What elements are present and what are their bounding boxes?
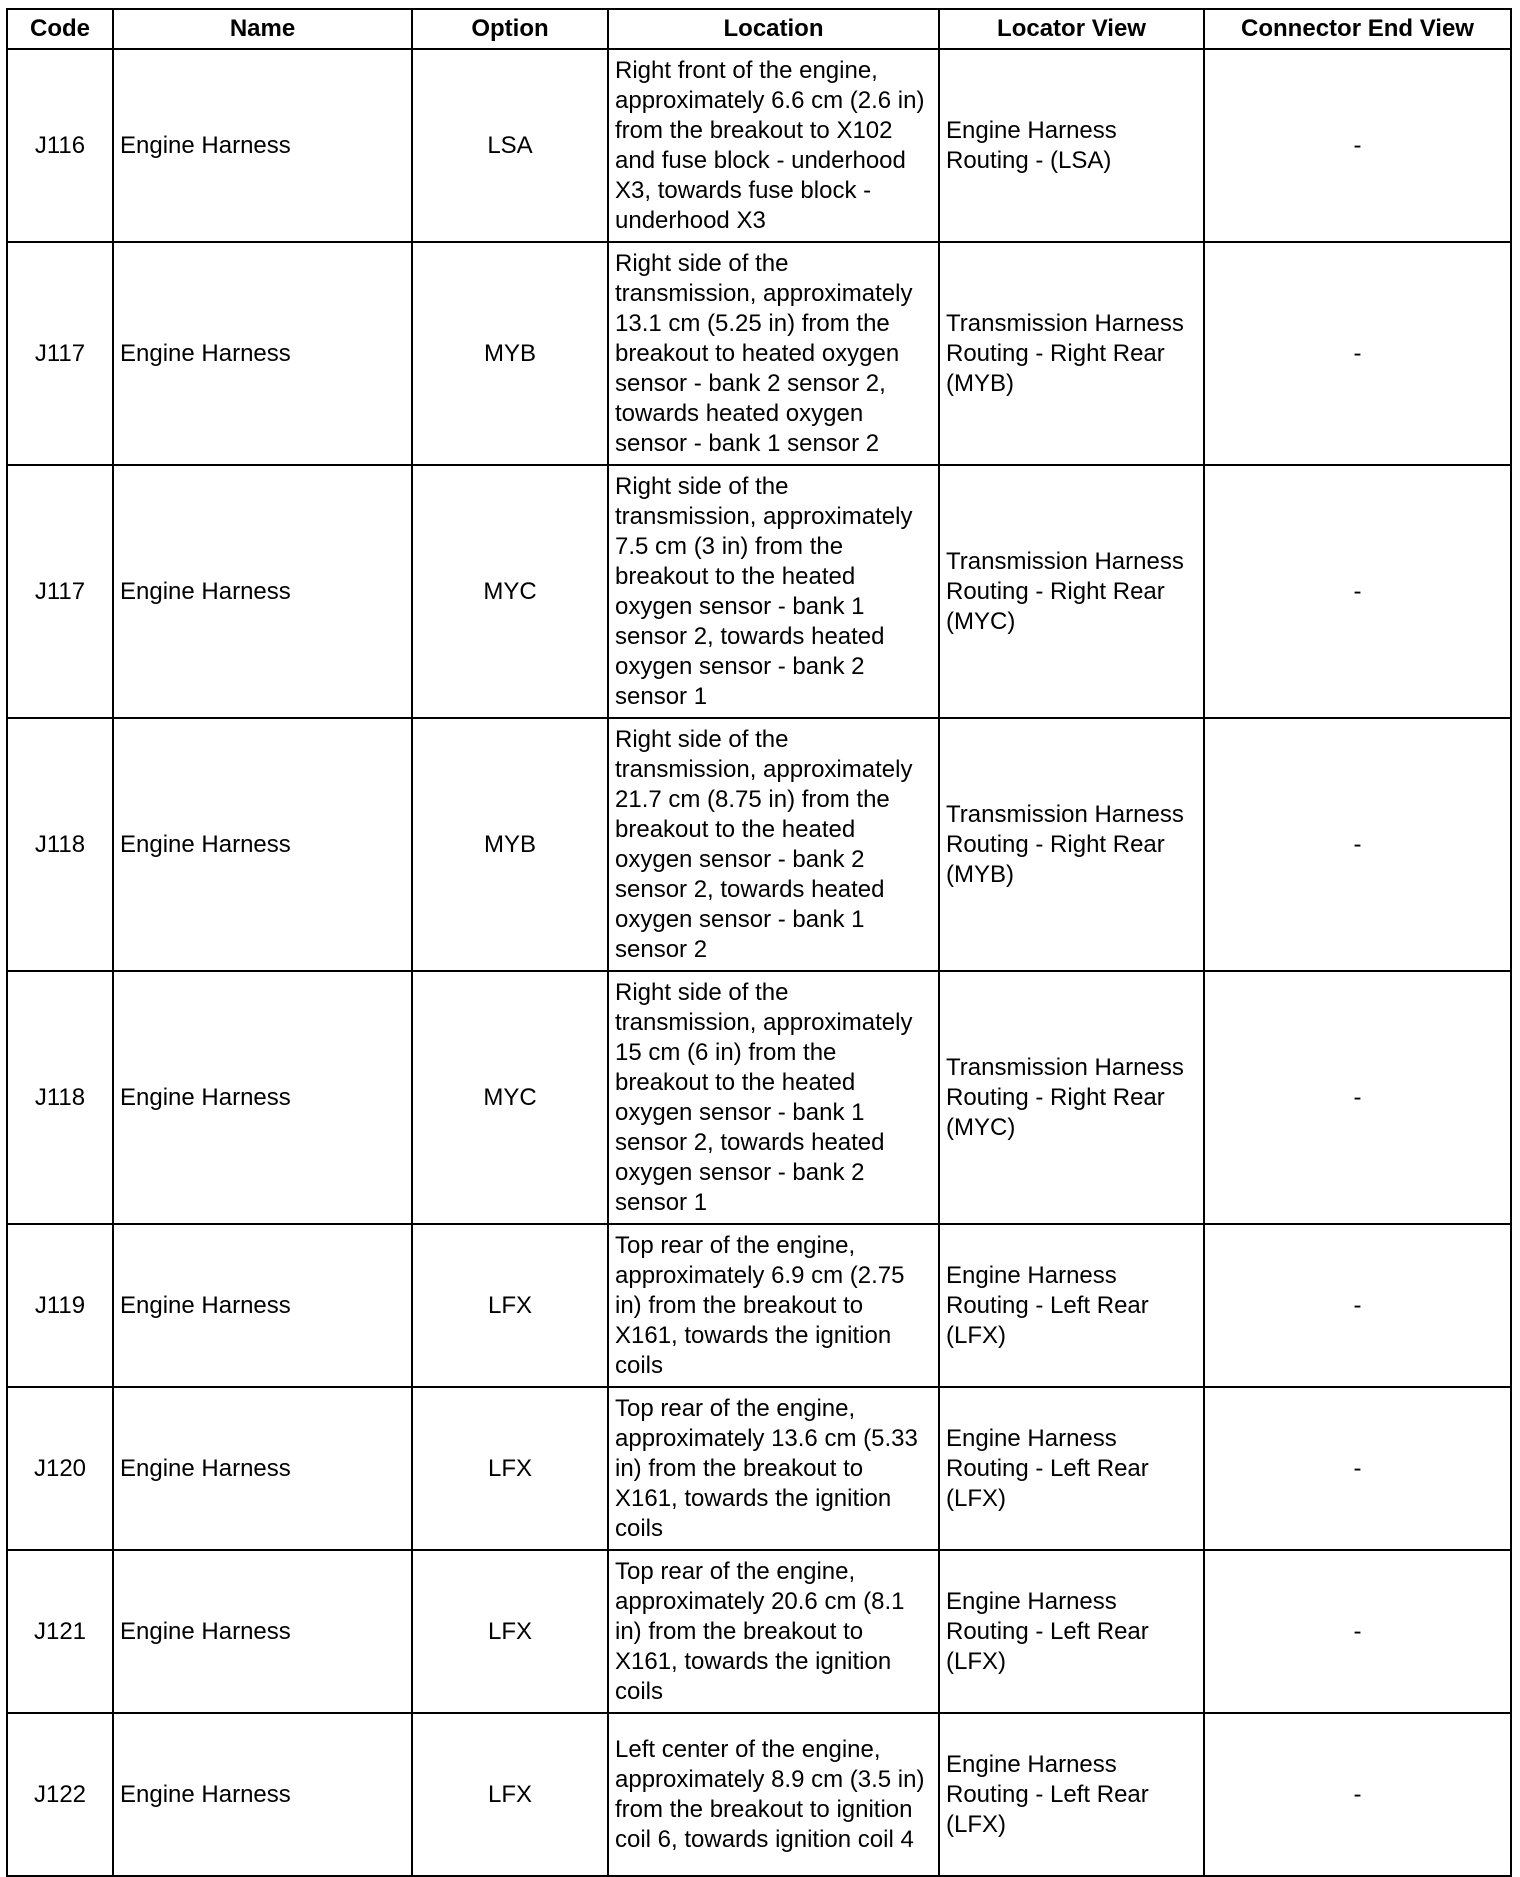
header-location: Location (608, 9, 939, 49)
cell-option: LSA (412, 49, 608, 242)
cell-locator-view: Engine Harness Routing - (LSA) (939, 49, 1204, 242)
cell-name: Engine Harness (113, 465, 412, 718)
cell-locator-view: Engine Harness Routing - Left Rear (LFX) (939, 1550, 1204, 1713)
cell-name: Engine Harness (113, 1550, 412, 1713)
cell-location: Top rear of the engine, approximately 6.9 cm (2.75 in) from the breakout to X161, towards the ignition coils (608, 1224, 939, 1387)
cell-option: LFX (412, 1713, 608, 1876)
table-row (7, 465, 1511, 718)
cell-locator-view: Engine Harness Routing - Left Rear (LFX) (939, 1713, 1204, 1876)
cell-code: J121 (7, 1550, 113, 1713)
connector-table-sheet (6, 8, 1510, 1877)
table-row (7, 1713, 1511, 1876)
cell-connector-end-view: - (1204, 1224, 1511, 1387)
cell-code: J122 (7, 1713, 113, 1876)
cell-location: Left center of the engine, approximately 8.9 cm (3.5 in) from the breakout to ignition coil 6, towards ignition coil 4 (608, 1713, 939, 1876)
cell-connector-end-view: - (1204, 1550, 1511, 1713)
cell-name: Engine Harness (113, 718, 412, 971)
header-code: Code (7, 9, 113, 49)
table-row (7, 1224, 1511, 1387)
table-row (7, 1387, 1511, 1550)
table-row (7, 718, 1511, 971)
cell-connector-end-view: - (1204, 971, 1511, 1224)
cell-location: Top rear of the engine, approximately 13.6 cm (5.33 in) from the breakout to X161, towards the ignition coils (608, 1387, 939, 1550)
header-name: Name (113, 9, 412, 49)
cell-connector-end-view: - (1204, 49, 1511, 242)
cell-code: J116 (7, 49, 113, 242)
cell-option: MYC (412, 971, 608, 1224)
cell-location: Right side of the transmission, approximately 13.1 cm (5.25 in) from the breakout to heated oxygen sensor - bank 2 sensor 2, towards heated oxygen sensor - bank 1 sensor 2 (608, 242, 939, 465)
cell-location: Right side of the transmission, approximately 15 cm (6 in) from the breakout to the heated oxygen sensor - bank 1 sensor 2, towards heated oxygen sensor - bank 2 sensor 1 (608, 971, 939, 1224)
header-connector-end-view: Connector End View (1204, 9, 1511, 49)
cell-connector-end-view: - (1204, 1387, 1511, 1550)
table-row (7, 49, 1511, 242)
cell-connector-end-view: - (1204, 1713, 1511, 1876)
table-header-row (7, 9, 1511, 49)
header-option: Option (412, 9, 608, 49)
cell-code: J118 (7, 718, 113, 971)
connector-table (6, 8, 1512, 1877)
cell-code: J117 (7, 242, 113, 465)
table-row (7, 242, 1511, 465)
cell-location: Right side of the transmission, approximately 7.5 cm (3 in) from the breakout to the heated oxygen sensor - bank 1 sensor 2, towards heated oxygen sensor - bank 2 sensor 1 (608, 465, 939, 718)
header-locator-view: Locator View (939, 9, 1204, 49)
cell-option: MYB (412, 242, 608, 465)
cell-locator-view: Transmission Harness Routing - Right Rear (MYB) (939, 718, 1204, 971)
cell-option: MYC (412, 465, 608, 718)
cell-location: Right front of the engine, approximately 6.6 cm (2.6 in) from the breakout to X102 and fuse block - underhood X3, towards fuse block - underhood X3 (608, 49, 939, 242)
cell-connector-end-view: - (1204, 242, 1511, 465)
cell-name: Engine Harness (113, 1224, 412, 1387)
cell-name: Engine Harness (113, 1387, 412, 1550)
cell-option: LFX (412, 1550, 608, 1713)
cell-locator-view: Engine Harness Routing - Left Rear (LFX) (939, 1387, 1204, 1550)
cell-name: Engine Harness (113, 242, 412, 465)
cell-locator-view: Transmission Harness Routing - Right Rear (MYC) (939, 971, 1204, 1224)
cell-option: MYB (412, 718, 608, 971)
cell-location: Right side of the transmission, approximately 21.7 cm (8.75 in) from the breakout to the heated oxygen sensor - bank 2 sensor 2, towards heated oxygen sensor - bank 1 sensor 2 (608, 718, 939, 971)
cell-locator-view: Transmission Harness Routing - Right Rear (MYC) (939, 465, 1204, 718)
cell-name: Engine Harness (113, 49, 412, 242)
cell-code: J119 (7, 1224, 113, 1387)
cell-code: J117 (7, 465, 113, 718)
cell-option: LFX (412, 1387, 608, 1550)
cell-locator-view: Transmission Harness Routing - Right Rear (MYB) (939, 242, 1204, 465)
table-row (7, 1550, 1511, 1713)
cell-connector-end-view: - (1204, 465, 1511, 718)
table-row (7, 971, 1511, 1224)
cell-location: Top rear of the engine, approximately 20.6 cm (8.1 in) from the breakout to X161, towards the ignition coils (608, 1550, 939, 1713)
cell-code: J120 (7, 1387, 113, 1550)
cell-connector-end-view: - (1204, 718, 1511, 971)
cell-option: LFX (412, 1224, 608, 1387)
cell-locator-view: Engine Harness Routing - Left Rear (LFX) (939, 1224, 1204, 1387)
cell-name: Engine Harness (113, 1713, 412, 1876)
cell-code: J118 (7, 971, 113, 1224)
cell-name: Engine Harness (113, 971, 412, 1224)
